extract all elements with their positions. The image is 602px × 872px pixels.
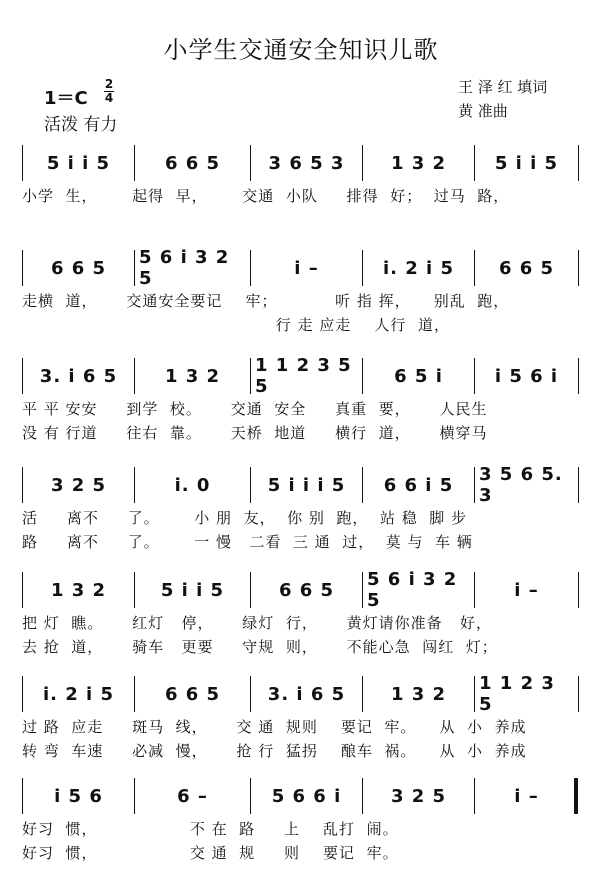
measure [251, 676, 362, 712]
measure-notes: 3. i 6 5 [267, 683, 346, 705]
meter-denominator: 4 [104, 91, 114, 105]
measure-notes: 6 – [177, 785, 208, 807]
measure [23, 676, 134, 712]
measure-notes: i 5 6 i [494, 365, 559, 387]
barline [578, 145, 579, 181]
measure-notes: 5 6 i 3 2 5 [367, 569, 458, 611]
measure [23, 572, 134, 608]
measure [363, 467, 474, 503]
measure-notes: 5 6 i 3 2 5 [139, 247, 230, 289]
measure-notes: 6 6 5 [278, 579, 335, 601]
notes-row [0, 247, 602, 289]
measure-notes: i. 2 i 5 [382, 257, 455, 279]
measure-notes: 1 3 2 [50, 579, 107, 601]
measure-notes: 5 i i i 5 [267, 474, 346, 496]
measure [135, 572, 250, 608]
measure [135, 676, 250, 712]
barline [578, 358, 579, 394]
measure [135, 145, 250, 181]
measure [23, 250, 134, 286]
measure-notes: 1 1 2 3 5 [479, 673, 555, 715]
measure [23, 358, 134, 394]
barline [578, 676, 579, 712]
measure [135, 358, 250, 394]
measure-notes: i. 0 [174, 474, 211, 496]
measure [475, 673, 578, 715]
notes-row [0, 569, 602, 611]
measure [135, 247, 250, 289]
measure-notes: 5 i i 5 [494, 152, 559, 174]
measure-notes: i – [294, 257, 319, 279]
measure-notes: 3 2 5 [50, 474, 107, 496]
measure [475, 464, 578, 506]
measure [251, 250, 362, 286]
measure-notes: 3 5 6 5. 3 [479, 464, 563, 506]
notes-row [0, 145, 602, 181]
lyrics-verse-2: 好习 惯， 交 通 规 则 要记 牢。 [22, 844, 399, 862]
measure [23, 145, 134, 181]
tempo-marking: 活泼 有力 [44, 115, 118, 135]
measure [251, 145, 362, 181]
measure [363, 569, 474, 611]
lyrics-verse-2: 转 弯 车速 必减 慢， 抢 行 猛拐 酿车 祸。 从 小 养成 [22, 742, 527, 760]
measure [135, 778, 250, 814]
lyrics-verse-2: 没 有 行道 往右 靠。 天桥 地道 横行 道， 横穿马 [22, 424, 488, 442]
measure [363, 145, 474, 181]
measure [251, 572, 362, 608]
measure-notes: 1 3 2 [390, 152, 447, 174]
lyrics-verse-1: 小学 生， 起得 早， 交通 小队 排得 好； 过马 路， [22, 187, 510, 205]
measure-notes: i – [514, 785, 539, 807]
measure [251, 355, 362, 397]
lyrics-verse-1: 好习 惯， 不 在 路 上 乱打 闹。 [22, 820, 399, 838]
meter-numerator: 2 [104, 77, 114, 91]
key-signature: 1＝C [44, 88, 88, 109]
measure-notes: i – [514, 579, 539, 601]
measure-notes: 1 3 2 [390, 683, 447, 705]
measure [475, 358, 578, 394]
measure-notes: 6 6 5 [164, 152, 221, 174]
measure [135, 467, 250, 503]
measure-notes: 1 3 2 [164, 365, 221, 387]
barline [578, 250, 579, 286]
lyrics-verse-2: 去 抢 道， 骑车 更要 守规 则， 不能心急 闯红 灯； [22, 638, 498, 656]
notes-row [0, 673, 602, 715]
measure-notes: 6 6 5 [50, 257, 107, 279]
lyrics-verse-1: 平 平 安安 到学 校。 交通 安全 真重 要， 人民生 [22, 400, 488, 418]
measure-notes: 6 6 i 5 [383, 474, 454, 496]
measure-notes: 6 6 5 [164, 683, 221, 705]
measure-notes: 3 6 5 3 [268, 152, 345, 174]
song-title: 小学生交通安全知识儿歌 [163, 36, 439, 64]
notes-row [0, 355, 602, 397]
measure [363, 676, 474, 712]
notes-row [0, 464, 602, 506]
lyrics-verse-1: 过 路 应走 斑马 线， 交 通 规则 要记 牢。 从 小 养成 [22, 718, 527, 736]
measure-notes: 6 5 i [394, 365, 443, 387]
measure [475, 145, 578, 181]
measure [23, 778, 134, 814]
measure-notes: 5 i i 5 [46, 152, 111, 174]
lyrics-verse-1: 活 离不 了。 小 朋 友， 你 别 跑， 站 稳 脚 步 [22, 509, 468, 527]
measure-notes: 1 1 2 3 5 5 [255, 355, 352, 397]
lyricist-credit: 王 泽 红 填词 [458, 78, 548, 96]
measure-notes: 3 2 5 [390, 785, 447, 807]
measure-notes: 5 i i 5 [160, 579, 225, 601]
barline [578, 572, 579, 608]
composer-credit: 黄 准曲 [458, 102, 508, 120]
notes-row [0, 778, 602, 814]
measure [251, 778, 362, 814]
lyrics-verse-2: 路 离不 了。 一 慢 二看 三 通 过， 莫 与 车 辆 [22, 533, 473, 551]
barline [578, 467, 579, 503]
measure [475, 572, 578, 608]
measure [475, 778, 578, 814]
lyrics-verse-2: 行 走 应走 人行 道， [22, 316, 450, 334]
time-signature [104, 78, 114, 105]
measure-notes: 6 6 5 [498, 257, 555, 279]
measure [475, 250, 578, 286]
measure-notes: 3. i 6 5 [39, 365, 118, 387]
measure [363, 778, 474, 814]
lyrics-verse-1: 把 灯 瞧。 红灯 停， 绿灯 行， 黄灯请你准备 好， [22, 614, 492, 632]
measure-notes: i. 2 i 5 [42, 683, 115, 705]
measure [251, 467, 362, 503]
measure-notes: 5 6 6 i [271, 785, 342, 807]
measure [363, 358, 474, 394]
measure [23, 467, 134, 503]
lyrics-verse-1: 走横 道， 交通安全要记 牢； 听 指 挥， 别乱 跑， [22, 292, 510, 310]
measure [363, 250, 474, 286]
measure-notes: i 5 6 [54, 785, 103, 807]
